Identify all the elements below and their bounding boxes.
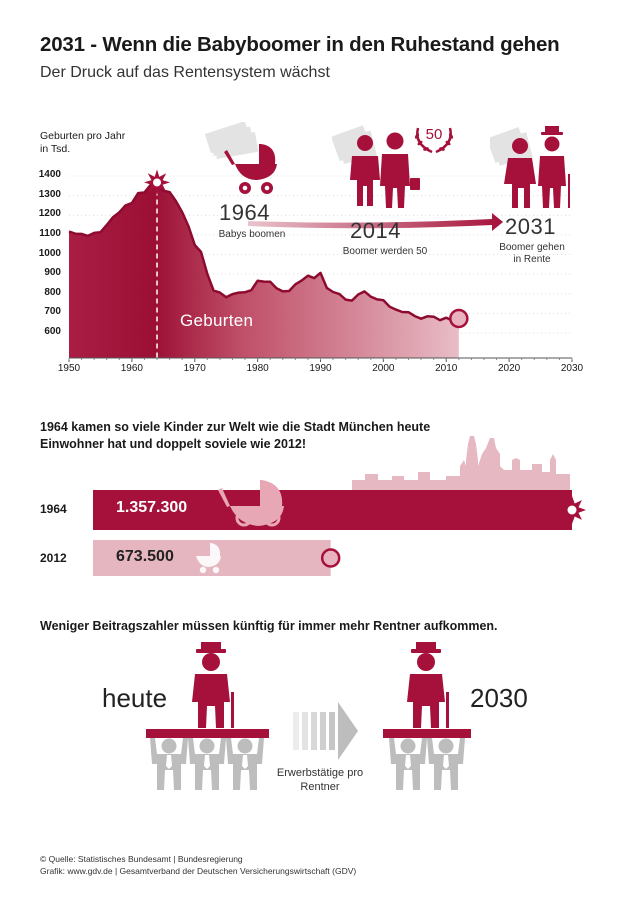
- year-2031-label: 2031: [505, 214, 556, 239]
- star-center: [568, 506, 577, 515]
- x-tick-label: 1990: [309, 363, 332, 374]
- x-tick-label: 1970: [183, 363, 206, 374]
- footer-credit: Grafik: www.gdv.de | Gesamtverband der Deutschen Versicherungswirtschaft (GDV): [40, 866, 357, 876]
- footer: [40, 853, 356, 877]
- worker-head: [401, 739, 416, 754]
- x-tick-label: 1950: [57, 363, 81, 374]
- workers-2030-group: [389, 738, 465, 790]
- retiree-2030-icon: [407, 642, 449, 728]
- workers-today-group: [150, 738, 264, 790]
- munich-bar-chart: [0, 430, 638, 590]
- peak-star-icon: [144, 169, 170, 195]
- label-2030: 2030: [470, 683, 528, 713]
- worker-head: [200, 739, 215, 754]
- y-tick-label: 600: [44, 326, 61, 337]
- worker-head: [238, 739, 253, 754]
- y-tick-label: 1400: [38, 169, 61, 180]
- worker-head: [439, 739, 454, 754]
- row-label-2012: 2012: [40, 551, 67, 565]
- x-tick-label: 2020: [498, 363, 521, 374]
- y-tick-label: 800: [44, 286, 61, 298]
- y-tick-label: 1100: [39, 227, 61, 239]
- x-tick-label: 2010: [435, 363, 458, 374]
- value-2012: 673.500: [116, 548, 174, 565]
- x-tick-label: 2030: [560, 363, 584, 374]
- x-tick-label: 2000: [372, 363, 395, 374]
- label-heute: heute: [102, 683, 168, 713]
- y-tick-label: 1000: [38, 247, 61, 259]
- caption-erwerbstaetige: Erwerbstätige pro Rentner: [276, 767, 364, 793]
- laurel-50-badge-icon: [410, 114, 458, 158]
- end-2012-circle: [450, 310, 467, 327]
- y-axis-label: Geburten pro Jahr in Tsd.: [40, 130, 126, 155]
- y-tick-label: 700: [44, 306, 61, 318]
- caption-boomer-rente: Boomer gehen in Rente: [499, 242, 565, 265]
- stroller-stack-icon: [205, 122, 285, 197]
- area-series-label: Geburten: [180, 311, 254, 330]
- caption-boomer-50: Boomer werden 50: [342, 246, 428, 257]
- y-tick-label: 1300: [38, 188, 61, 200]
- year-1964-label: 1964: [219, 200, 270, 225]
- year-2014-label: 2014: [350, 218, 401, 243]
- x-tick-label: 1980: [246, 363, 269, 374]
- elderly-couple-2031-icon: [490, 124, 580, 212]
- y-tick-label: 1200: [38, 208, 61, 220]
- couple-2014-icon: [332, 116, 422, 212]
- x-tick-label: 1960: [120, 363, 143, 374]
- x-axis-ticks: [69, 358, 572, 362]
- footer-source: © Quelle: Statistisches Bundesamt | Bundesregierung: [40, 854, 243, 864]
- bar-2012-end-circle: [322, 550, 339, 567]
- y-tick-label: 900: [44, 267, 61, 279]
- comparison-heading: 1964 kamen so viele Kinder zur Welt wie die Stadt München heute Einwohner hat und doppelt soviele wie 2012!: [40, 420, 431, 451]
- platform-2030: [383, 729, 471, 738]
- retiree-today-icon: [192, 642, 234, 728]
- page-subtitle: Der Druck auf das Rentensystem wächst: [40, 64, 330, 81]
- value-1964: 1.357.300: [116, 499, 188, 516]
- ratio-heading: Weniger Beitragszahler müssen künftig für immer mehr Rentner aufkommen.: [40, 619, 498, 633]
- platform-today: [146, 729, 269, 738]
- ratio-illustration: [0, 640, 638, 840]
- caption-babys-boomen: Babys boomen: [218, 229, 286, 240]
- badge-50-text: 50: [425, 126, 443, 143]
- row-label-1964: 1964: [40, 502, 67, 516]
- page-title: 2031 - Wenn die Babyboomer in den Ruhestand gehen: [40, 33, 560, 56]
- munich-skyline-silhouette: [352, 436, 570, 490]
- worker-head: [162, 739, 177, 754]
- transition-arrow-icon: [293, 702, 358, 760]
- star-center: [153, 178, 161, 186]
- bar-star-icon: [558, 496, 586, 524]
